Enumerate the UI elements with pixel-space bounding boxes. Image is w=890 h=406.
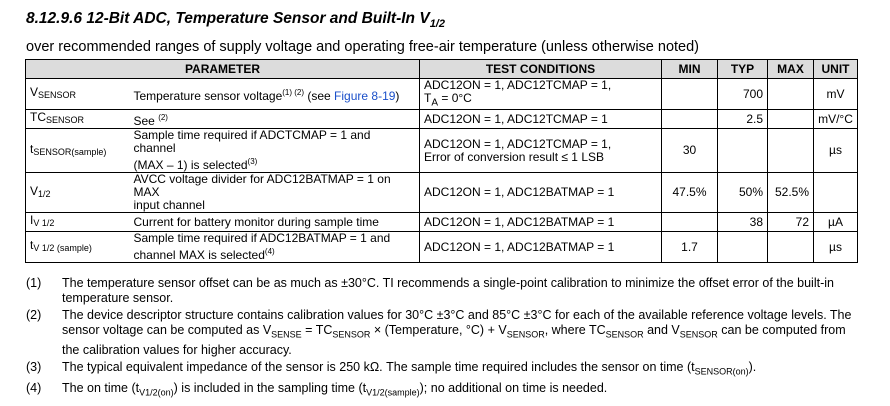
table-row xyxy=(26,110,858,129)
value-max xyxy=(768,232,814,263)
value-typ: 2.5 xyxy=(718,110,768,129)
param-description: AVCC voltage divider for ADC12BATMAP = 1 on MAX input channel xyxy=(130,173,420,213)
header-unit: UNIT xyxy=(814,60,858,79)
param-symbol: $t_{SENSOR(sample)}$ xyxy=(26,129,130,173)
value-unit: mV/°C xyxy=(814,110,858,129)
value-max xyxy=(768,110,814,129)
header-test-conditions: TEST CONDITIONS xyxy=(420,60,662,79)
value-max: 72 xyxy=(768,213,814,232)
value-typ: 50% xyxy=(718,173,768,213)
param-symbol: $TC_{SENSOR}$ xyxy=(26,110,130,129)
param-symbol: $V_{SENSOR}$ xyxy=(26,79,130,110)
value-min: 30 xyxy=(662,129,718,173)
param-symbol: $t_{V 1/2 (sample)}$ xyxy=(26,232,130,263)
header-parameter: PARAMETER xyxy=(26,60,420,79)
test-conditions: ADC12ON = 1, ADC12BATMAP = 1 xyxy=(420,173,662,213)
value-unit xyxy=(814,173,858,213)
test-conditions: ADC12ON = 1, ADC12TCMAP = 1, Error of conversion result ≤ 1 LSB xyxy=(420,129,662,173)
table-row xyxy=(26,79,858,110)
table-header-row xyxy=(26,60,858,79)
value-unit: µs xyxy=(814,129,858,173)
param-description: Temperature sensor voltage$^{(1) (2)}$ (see Figure 8-19) xyxy=(130,79,420,110)
footnote-1: (1) The temperature sensor offset can be as much as ±30°C. TI recommends a single-point calibration to minimize the offset error of the built-in temperature sensor. xyxy=(26,276,834,305)
param-symbol: $V_{1/2}$ xyxy=(26,173,130,213)
header-max: MAX xyxy=(768,60,814,79)
footnotes xyxy=(26,276,856,403)
param-description: See $^{(2)}$ xyxy=(130,110,420,129)
value-typ xyxy=(718,232,768,263)
value-typ xyxy=(718,129,768,173)
value-min: 47.5% xyxy=(662,173,718,213)
table-subtitle: over recommended ranges of supply voltage and operating free-air temperature (unless otherwise noted) xyxy=(26,39,700,55)
table-row xyxy=(26,232,858,263)
param-symbol: $I_{V 1/2}$ xyxy=(26,213,130,232)
value-max xyxy=(768,129,814,173)
header-typ: TYP xyxy=(718,60,768,79)
table-row xyxy=(26,213,858,232)
value-unit: µA xyxy=(814,213,858,232)
test-conditions: ADC12ON = 1, ADC12BATMAP = 1 xyxy=(420,232,662,263)
table-row xyxy=(26,173,858,213)
value-min xyxy=(662,79,718,110)
value-max xyxy=(768,79,814,110)
spec-table xyxy=(25,59,858,263)
header-min: MIN xyxy=(662,60,718,79)
value-min: 1.7 xyxy=(662,232,718,263)
value-typ: 38 xyxy=(718,213,768,232)
table-row xyxy=(26,129,858,173)
value-min xyxy=(662,110,718,129)
value-min xyxy=(662,213,718,232)
param-description: Current for battery monitor during sample time xyxy=(130,213,420,232)
test-conditions: ADC12ON = 1, ADC12TCMAP = 1, $T_A = 0^\circ C$ xyxy=(420,79,662,110)
param-description: Sample time required if ADCTCMAP = 1 and channel (MAX – 1) is selected$^{(3)}$ xyxy=(130,129,420,173)
value-unit: µs xyxy=(814,232,858,263)
section-title: 8.12.9.6 12-Bit ADC, Temperature Sensor and Built-In $V_{1/2}$ xyxy=(26,10,445,31)
param-description: Sample time required if ADC12BATMAP = 1 and channel MAX is selected$^{(4)}$ xyxy=(130,232,420,263)
figure-link[interactable]: Figure 8-19 xyxy=(334,88,396,103)
value-unit: mV xyxy=(814,79,858,110)
test-conditions: ADC12ON = 1, ADC12BATMAP = 1 xyxy=(420,213,662,232)
footnote-4: (4) The on time $(t_{V1/2(on)})$ is included in the sampling time $(t_{V1/2(sample)})$; no additional on time is needed. xyxy=(26,381,608,398)
footnote-2: (2) The device descriptor structure contains calibration values for 30°C ±3°C and 85°C ±3°C for each of the available reference voltage levels. The sensor voltage can be computed as $V_{SENSE} = TC_{SENSOR}$ × (Temperature, $^\circ C) + V_{SENSOR}$, where $TC_{SENSOR}$ and $V_{SENSOR}$ can be computed from the calibration values for higher accuracy. xyxy=(26,308,852,357)
test-conditions: ADC12ON = 1, ADC12TCMAP = 1 xyxy=(420,110,662,129)
footnote-3: (3) The typical equivalent impedance of the sensor is 250 kΩ. The sample time required includes the sensor on time $(t_{SENSOR(on)})$. xyxy=(26,359,757,376)
value-max: 52.5% xyxy=(768,173,814,213)
value-typ: 700 xyxy=(718,79,768,110)
